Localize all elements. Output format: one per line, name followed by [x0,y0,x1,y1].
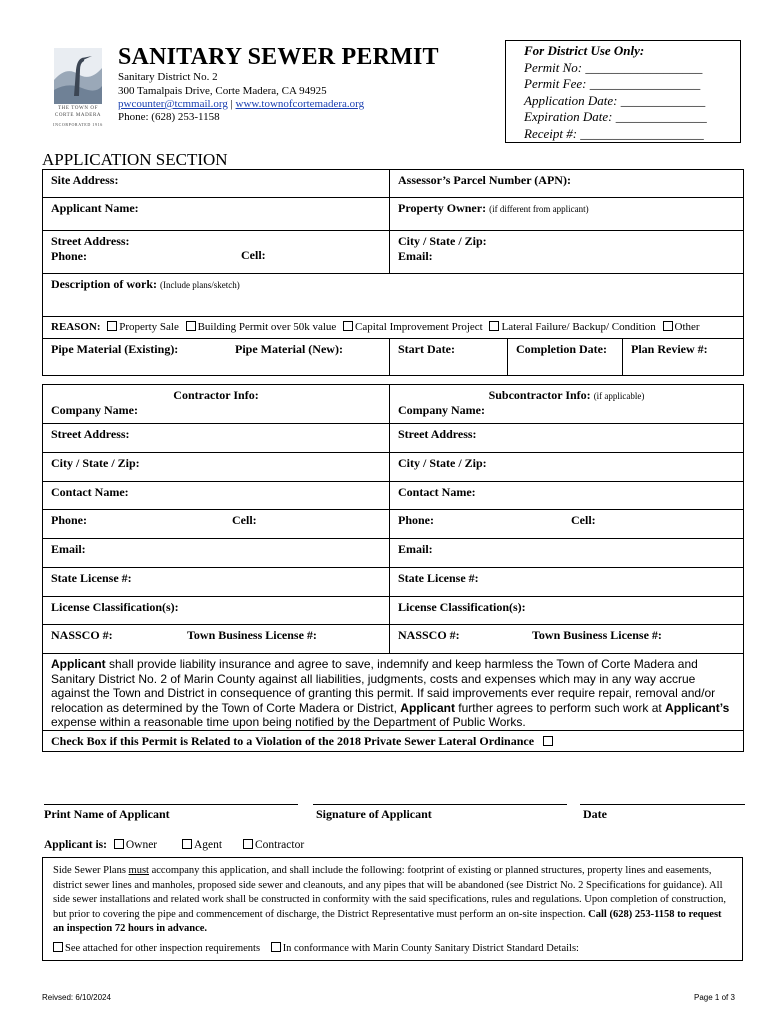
plan-review-field[interactable]: Plan Review #: [623,339,744,376]
revised-date: Reivsed: 6/10/2024 [42,993,111,1002]
property-owner-field[interactable] [390,198,744,231]
property-owner-note: (if different from applicant) [489,204,589,214]
completion-date-field[interactable]: Completion Date: [508,339,623,376]
logo-text-1: THE TOWN OF [57,106,99,111]
reason-other: Other [674,321,700,333]
contractor-contact-field[interactable]: Contact Name: [43,482,390,510]
expiration-date-field: Expiration Date: ______________ [524,109,707,124]
notes-pre: Side Sewer Plans [53,865,129,876]
conformance-checkbox[interactable] [271,942,281,952]
contractor-license-field[interactable]: State License #: [43,568,390,597]
pipe-new-label: Pipe Material (New): [235,342,343,356]
subcontractor-title: Subcontractor Info: [488,388,591,402]
violation-label: Check Box if this Permit is Related to a Violation of the 2018 Private Sewer Lateral Ordinance [51,733,535,748]
print-name-label: Print Name of Applicant [44,807,170,821]
contractor-checkbox[interactable] [243,839,253,849]
contractor-option: Contractor [254,839,305,851]
liability-applicant-2: Applicant [400,700,455,715]
contractor-info-title: Contractor Info: [173,388,259,402]
liability-text-1: shall provide liability insurance and agree to save, indemnify and keep harmless the Town of Corte Madera and Sanitary District No. 2 of Marin County against all liabilities, judgments, costs and expenses which may in any way accrue against the Town and District in consequence of granting this permit. If said improvements ever require repair, removal and/or relocation as determined by the Town of Corte Madera or District, [51,657,716,715]
liability-text-2: further agrees to perform such work at [454,700,666,715]
pipe-existing-label: Pipe Material (Existing): [51,342,179,356]
contractor-table [42,384,744,752]
pipe-material-cell[interactable] [43,339,390,376]
heron-logo-icon [52,46,104,106]
contractor-street-field[interactable]: Street Address: [43,424,390,453]
district-phone: Phone: (628) 253-1158 [118,111,220,123]
subcontractor-city-field[interactable]: City / State / Zip: [390,453,744,482]
date-line[interactable] [580,804,745,805]
applicant-street-label: Street Address: [51,234,130,248]
subcontractor-info-title [398,388,735,403]
applicant-is-row [44,839,304,851]
owner-contact-cell[interactable] [390,231,744,274]
district-name: Sanitary District No. 2 [118,71,218,83]
owner-email-label: Email: [398,249,433,263]
reason-property-sale: Property Sale [119,321,179,333]
print-name-line[interactable] [44,804,298,805]
link-separator: | [227,98,236,110]
contractor-cell-label: Cell: [232,513,257,527]
application-date-field: Application Date: _____________ [524,92,706,108]
contractor-company-label: Company Name: [51,403,138,417]
property-owner-label: Property Owner: [398,201,487,215]
subcontractor-company-cell[interactable] [390,385,744,424]
subcontractor-street-field[interactable]: Street Address: [390,424,744,453]
reason-checkbox-lateral-failure[interactable] [489,321,499,331]
reason-row [43,317,744,339]
page-number: Page 1 of 3 [694,993,735,1002]
reason-label: REASON: [51,321,101,333]
subcontractor-phone-cell[interactable] [390,510,744,539]
contractor-email-field[interactable]: Email: [43,539,390,568]
contractor-phone-cell[interactable] [43,510,390,539]
contractor-business-license-label: Town Business License #: [187,628,317,642]
reason-checkbox-building-permit[interactable] [186,321,196,331]
email-link[interactable]: pwcounter@tcmmail.org [118,98,228,110]
applicant-phone-label: Phone: [51,249,87,263]
contractor-nassco-label: NASSCO #: [51,628,113,642]
contractor-nassco-cell[interactable] [43,625,390,654]
signature-line[interactable] [313,804,567,805]
reason-checkbox-other[interactable] [663,321,673,331]
site-address-field[interactable]: Site Address: [43,170,390,198]
liability-applicant-3: Applicant’s [665,700,730,715]
start-date-field[interactable]: Start Date: [390,339,508,376]
liability-statement [43,654,744,731]
applicant-name-field[interactable]: Applicant Name: [43,198,390,231]
website-link[interactable]: www.townofcortemadera.org [235,98,365,110]
liability-text-3: expense within a reasonable time upon being notified by the Department of Public Works. [51,715,526,729]
violation-row [43,730,744,751]
owner-checkbox[interactable] [114,839,124,849]
contact-links [118,98,364,110]
notes-checkbox-row [53,942,732,957]
district-use-title: For District Use Only: [524,43,645,58]
inspection-notes-box [42,857,743,961]
subcontractor-email-field[interactable]: Email: [390,539,744,568]
agent-checkbox[interactable] [182,839,192,849]
subcontractor-company-label: Company Name: [398,403,485,417]
subcontractor-nassco-label: NASSCO #: [398,628,460,642]
permit-no-field: Permit No: __________________ [524,59,703,75]
liability-applicant-1: Applicant [51,657,106,671]
owner-option: Owner [125,839,158,851]
page-title: SANITARY SEWER PERMIT [118,44,439,70]
logo-text-3: INCORPORATED 1916 [53,122,103,127]
subcontractor-phone-label: Phone: [398,513,434,527]
district-address: 300 Tamalpais Drive, Corte Madera, CA 94925 [118,85,327,97]
notes-call: Call (628) 253-1158 to request an inspection 72 hours in advance. [53,908,722,934]
district-use-box [505,40,741,143]
town-logo [52,46,104,126]
applicant-contact-cell[interactable] [43,231,390,274]
subcontractor-business-license-label: Town Business License #: [532,628,662,642]
applicant-is-label: Applicant is: [44,839,107,851]
agent-option: Agent [194,839,223,851]
inspection-notes [53,864,732,937]
receipt-field: Receipt #: ___________________ [524,125,704,141]
notes-must: must [128,865,149,876]
description-field[interactable] [43,274,744,317]
owner-city-label: City / State / Zip: [398,234,487,248]
subcontractor-nassco-cell[interactable] [390,625,744,654]
reason-lateral-failure: Lateral Failure/ Backup/ Condition [501,321,656,333]
contractor-company-cell[interactable] [43,385,390,424]
subcontractor-license-field[interactable]: State License #: [390,568,744,597]
description-note: (Include plans/sketch) [159,280,240,290]
signature-label: Signature of Applicant [316,807,432,821]
date-label: Date [583,807,607,821]
attached-label: See attached for other inspection requirements [65,942,261,954]
subcontractor-cell-label: Cell: [571,513,596,527]
contractor-city-field[interactable]: City / State / Zip: [43,453,390,482]
description-label: Description of work: [51,277,157,291]
notes-text: accompany this application, and shall include the following: footprint of existing or planned structures, property lines and easements, district sewer lines and manholes, proposed side sewer and cleanouts, and any pipes that will be abandoned (see District No. 2 Specifications for guidance). All side sewer installations and related work shall be constructed in conformity with the said specifications, rules and regulations. Upon completion of construction, but prior to covering the pipe and commencement of discharge, the District Representative must perform an on-site inspection. [53,865,726,920]
subcontractor-contact-field[interactable]: Contact Name: [390,482,744,510]
subcontractor-note: (if applicable) [593,391,645,401]
reason-checkbox-capital-improvement[interactable] [343,321,353,331]
subcontractor-classification-field[interactable]: License Classification(s): [390,597,744,625]
reason-capital-improvement: Capital Improvement Project [355,321,483,333]
reason-building-permit: Building Permit over 50k value [197,321,337,333]
applicant-cell-label: Cell: [241,248,266,262]
attached-checkbox[interactable] [53,942,63,952]
contractor-classification-field[interactable]: License Classification(s): [43,597,390,625]
contractor-phone-label: Phone: [51,513,87,527]
logo-text-2: CORTE MADERA [54,113,102,118]
permit-fee-field: Permit Fee: _________________ [524,76,701,91]
violation-checkbox[interactable] [543,736,553,746]
conformance-label: In conformance with Marin County Sanitary District Standard Details: [282,942,579,954]
application-section-title: APPLICATION SECTION [42,150,228,169]
application-table [42,169,744,376]
apn-field[interactable]: Assessor’s Parcel Number (APN): [390,170,744,198]
reason-checkbox-property-sale[interactable] [107,321,117,331]
